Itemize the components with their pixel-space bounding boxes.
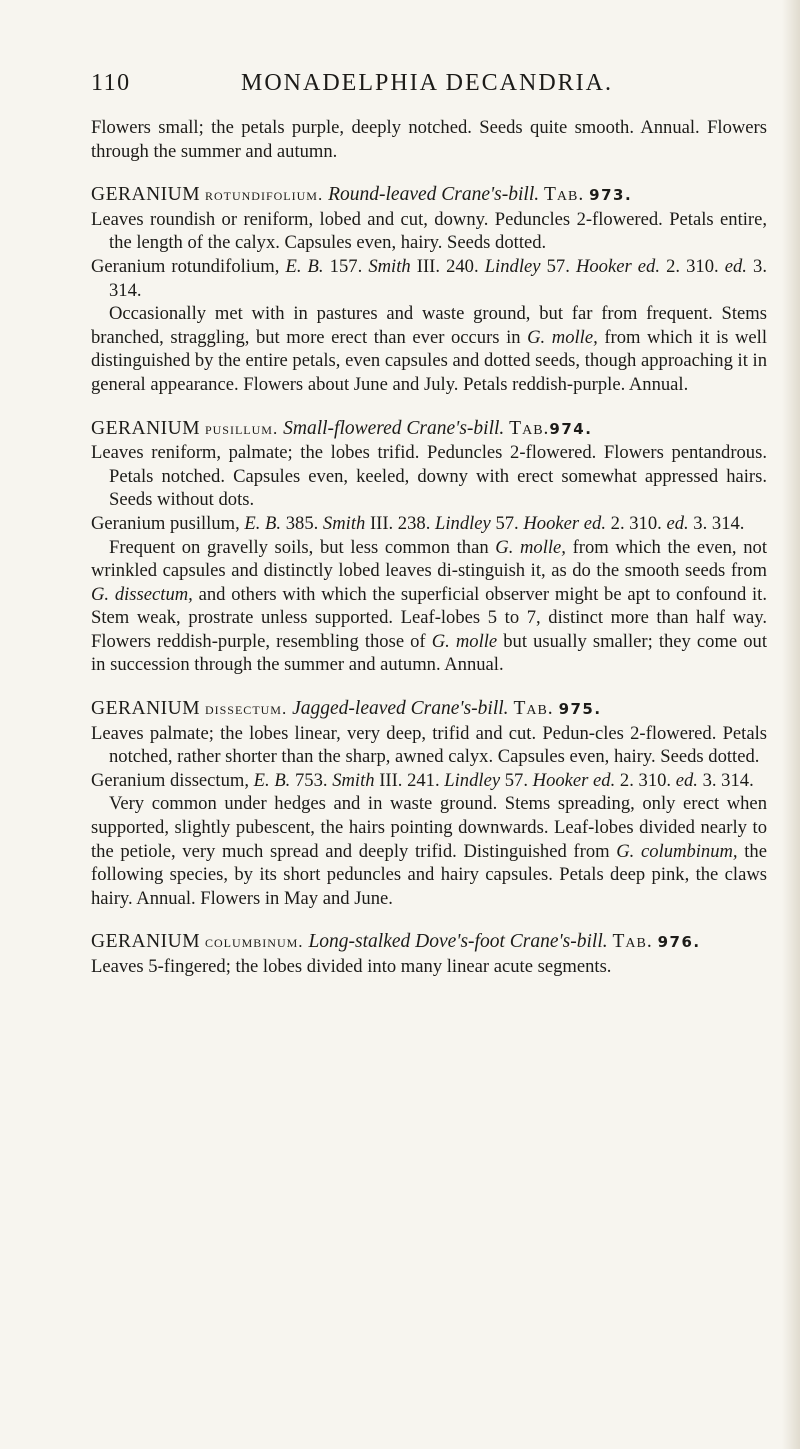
ref-smith-number: III. 241. [379,769,440,791]
ref-ed-number: 3. 314. [693,512,745,534]
species-description: Leaves 5-fingered; the lobes divided into many linear acute segments. [91,956,612,977]
intro-paragraph: Flowers small; the petals purple, deeply notched. Seeds quite smooth. Annual. Flowers through the summer and autumn. [91,117,767,162]
ref-hooker: Hooker ed. [575,255,660,277]
ref-lindley: Lindley [444,769,501,791]
note-text: Occasionally met with in pastures and waste ground, but far from frequent. Stems branched, straggling, but more erect than ever occurs in [91,303,767,348]
note-species-ref: G. molle, [495,536,566,558]
species-references [91,255,767,302]
ref-binomial: Geranium dissectum, [91,769,250,791]
note-text: from which it is well distinguished by the entire petals, even capsules and dotted seeds, though approaching it in general appearance. Flowers about June and July. Petals reddish-purple. Annual. [91,326,767,395]
common-name: Jagged-leaved Crane's-bill. [292,698,509,720]
ref-hooker-number: 2. 310. [666,255,719,277]
ref-ed-number: 3. 314. [702,769,754,791]
ref-hooker-number: 2. 310. [610,512,662,534]
ref-hooker-number: 2. 310. [619,769,672,791]
note-text: and others with which the superficial observer might be apt to confound it. Stem weak, prostrate unless supported. Leaf-lobes 5 to 7, distinct more than half way. Flowers reddish-purple, resembling those of [91,583,767,652]
species-heading [91,417,767,442]
ref-binomial: Geranium pusillum, [91,512,240,534]
ref-eb-number: 385. [285,512,319,534]
species-entry [91,183,767,396]
tab-number: 974. [549,419,593,438]
species-entry [91,697,767,910]
species-references [91,769,767,793]
species-entry [91,417,767,678]
ref-eb: E. B. [244,512,282,534]
running-head [91,70,771,97]
species-entry [91,930,767,978]
ref-smith-number: III. 240. [416,255,479,277]
species-description: Leaves roundish or reniform, lobed and cut, downy. Peduncles 2-flowered. Petals entire, the length of the calyx. Capsules even, hairy. Seeds dotted. [91,208,767,254]
ref-eb: E. B. [285,255,324,277]
ref-hooker: Hooker ed. [532,769,616,791]
species-note [91,536,767,678]
genus-name: GERANIUM [91,417,201,439]
tab-number: 973. [589,186,633,205]
ref-lindley: Lindley [484,255,541,277]
page-number: 110 [91,70,131,96]
common-name: Round-leaved Crane's-bill. [328,184,540,206]
note-species-ref: G. molle, [527,326,598,348]
note-text: the following species, by its short peduncles and hairy capsules. Petals deep pink, the claws hairy. Annual. Flowers in May and June. [91,840,767,909]
ref-lindley-number: 57. [546,255,570,277]
ref-smith: Smith [368,255,411,277]
ref-ed-number: 3. 314. [109,255,767,301]
tab-number: 975. [558,700,602,719]
species-note [91,792,767,910]
note-species-ref: G. columbinum, [616,840,738,862]
body-text [91,116,767,979]
common-name: Small-flowered Crane's-bill. [283,417,505,439]
species-references [91,512,767,536]
ref-smith: Smith [332,769,375,791]
note-text: from which the even, not wrinkled capsules and distinctly lobed leaves di-stinguish it, as do the smooth seeds from [91,536,767,582]
species-description: Leaves palmate; the lobes linear, very deep, trifid and cut. Pedun-cles 2-flowered. Petals notched, rather shorter than the sharp, awned calyx. Capsules even, hairy. Seeds dotted. [91,722,767,768]
tab-label: Tab. [612,931,653,953]
ref-smith-number: III. 238. [369,512,431,534]
note-species-ref: G. molle [431,630,498,652]
note-species-ref: G. dissectum, [91,583,193,605]
species-epithet: rotundifolium. [204,185,324,205]
ref-binomial: Geranium rotundifolium, [91,255,280,277]
ref-eb: E. B. [253,769,291,791]
genus-name: GERANIUM [91,698,201,720]
running-title: MONADELPHIA DECANDRIA. [241,70,613,96]
ref-ed: ed. [724,255,747,277]
species-epithet: columbinum. [204,932,304,952]
species-heading [91,930,767,955]
tab-label: Tab. [544,184,585,206]
species-epithet: dissectum. [204,699,288,719]
common-name: Long-stalked Dove's-foot Crane's-bill. [308,931,608,953]
ref-eb-number: 157. [329,255,363,277]
species-description: Leaves reniform, palmate; the lobes trifid. Peduncles 2-flowered. Flowers pentandrous. Petals notched. Capsules even, keeled, downy with erect somewhat appressed hairs. Seeds without dots. [91,442,767,511]
ref-eb-number: 753. [295,769,328,791]
note-text: Very common under hedges and in waste ground. Stems spreading, only erect when supported, slightly pubescent, the hairs pointing downwards. Leaf-lobes divided nearly to the petiole, very much spread and deeply trifid. Distinguished from [91,793,767,862]
species-heading [91,183,767,208]
species-note [91,302,767,396]
ref-ed: ed. [666,512,689,534]
genus-name: GERANIUM [91,184,201,206]
ref-hooker: Hooker ed. [523,512,606,534]
tab-number: 976. [657,933,701,952]
note-text: Frequent on gravelly soils, but less common than [109,536,496,558]
tab-label: Tab. [509,417,550,439]
note-text: but usually smaller; they come out in succession through the summer and autumn. Annual. [91,630,767,676]
species-heading [91,697,767,722]
page-edge-shadow [782,0,800,1449]
ref-lindley: Lindley [435,512,491,534]
genus-name: GERANIUM [91,931,201,953]
ref-lindley-number: 57. [504,769,528,791]
ref-lindley-number: 57. [495,512,519,534]
ref-smith: Smith [322,512,366,534]
ref-ed: ed. [675,769,698,791]
tab-label: Tab. [513,698,554,720]
species-epithet: pusillum. [204,418,279,438]
